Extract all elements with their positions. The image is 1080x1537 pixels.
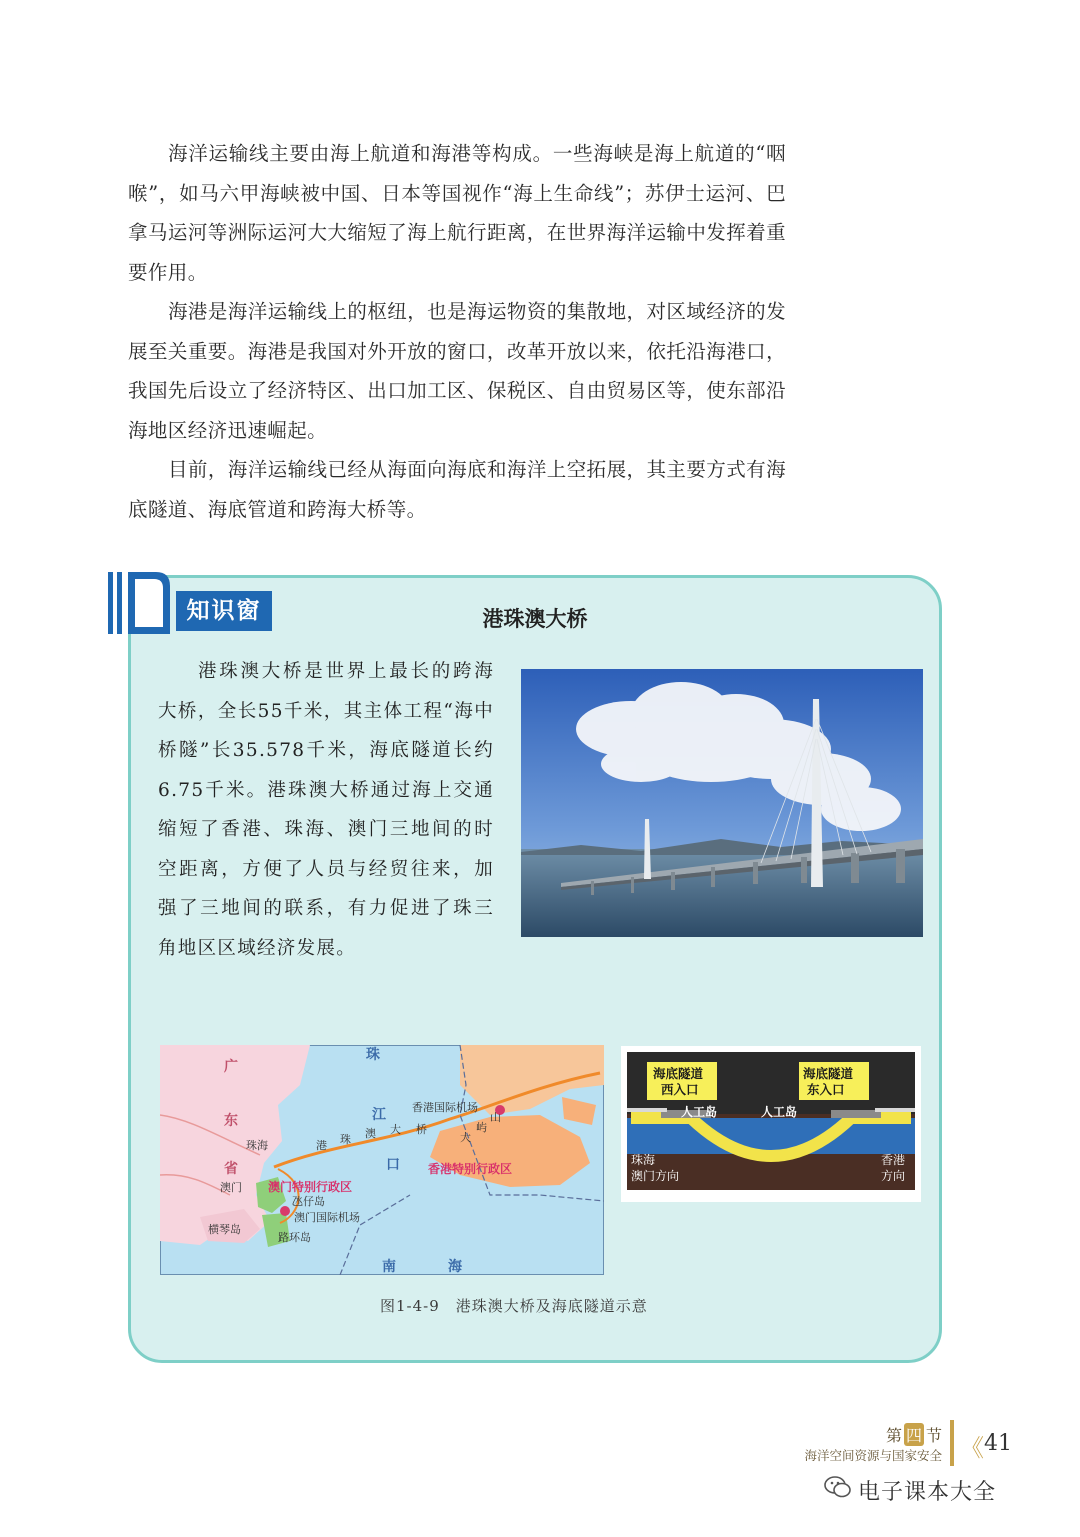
map-label-coloane: 路环岛 <box>278 1231 311 1244</box>
bridge-photo <box>521 669 923 937</box>
bridge-map <box>160 1045 604 1275</box>
map-label-bridge-1: 港 <box>316 1139 327 1152</box>
tunnel-diagram <box>621 1046 921 1202</box>
section-subtitle: 海洋空间资源与国家安全 <box>804 1448 942 1463</box>
chevron-left-icon: 《 <box>960 1434 984 1462</box>
paragraph-2: 海港是海洋运输线上的枢纽，也是海运物资的集散地，对区域经济的发展至关重要。海港是我国对外开放的窗口，改革开放以来，依托沿海港口，我国先后设立了经济特区、出口加工区、保税区、自由贸易区等，使东部沿海地区经济迅速崛起。 <box>128 300 786 442</box>
page-number: 41 <box>984 1431 1012 1456</box>
map-label-zhuhai: 珠海 <box>246 1139 268 1152</box>
wechat-icon <box>823 1472 853 1502</box>
map-label-hai: 海 <box>448 1259 462 1275</box>
tunnel-west-entry-2: 西入口 <box>661 1082 699 1097</box>
map-label-kou: 口 <box>386 1157 400 1173</box>
section-title <box>870 1423 942 1446</box>
tunnel-west-entry-1: 海底隧道 <box>653 1066 704 1081</box>
map-label-macau-airport: 澳门国际机场 <box>294 1211 360 1224</box>
tunnel-island-2: 人工岛 <box>761 1105 798 1119</box>
map-label-jiang: 江 <box>372 1107 386 1123</box>
knowledge-text: 港珠澳大桥是世界上最长的跨海大桥，全长55千米，其主体工程“海中桥隧”长35.578千米，海底隧道长约6.75千米。港珠澳大桥通过海上交通缩短了香港、珠海、澳门三地间的时空距离，方便了人员与经贸往来，加强了三地间的联系，有力促进了珠三角地区区域经济发展。 <box>158 661 494 959</box>
map-label-nan: 南 <box>382 1259 396 1275</box>
map-label-taipa: 氹仔岛 <box>292 1195 325 1208</box>
tunnel-left-dir-1: 珠海 <box>631 1153 656 1167</box>
tunnel-east-entry-2: 东入口 <box>807 1082 845 1097</box>
paragraph-1: 海洋运输线主要由海上航道和海港等构成。一些海峡是海上航道的“咽喉”，如马六甲海峡被中国、日本等国视作“海上生命线”；苏伊士运河、巴拿马运河等洲际运河大大缩短了海上航行距离，在世界海洋运输中发挥着重要作用。 <box>128 142 786 284</box>
map-label-dashan-1: 大 <box>460 1131 471 1144</box>
map-label-bridge-5: 桥 <box>416 1123 427 1136</box>
map-label-sheng: 省 <box>224 1161 238 1177</box>
tunnel-island-1: 人工岛 <box>681 1105 718 1119</box>
tunnel-east-entry-1: 海底隧道 <box>803 1066 854 1081</box>
paragraph-3: 目前，海洋运输线已经从海面向海底和海洋上空拓展，其主要方式有海底隧道、海底管道和跨海大桥等。 <box>128 458 786 521</box>
tunnel-right-dir-1: 香港 <box>881 1153 906 1167</box>
map-label-macau: 澳门 <box>220 1181 242 1194</box>
map-label-macau-sar: 澳门特别行政区 <box>268 1180 353 1194</box>
footer-divider <box>950 1420 954 1466</box>
section-number: 四 <box>904 1423 924 1446</box>
map-label-bridge-2: 珠 <box>340 1133 351 1146</box>
map-label-hk-airport: 香港国际机场 <box>412 1101 478 1114</box>
section-post: 节 <box>925 1426 942 1445</box>
map-label-zhu: 珠 <box>366 1047 380 1063</box>
map-label-bridge-3: 澳 <box>365 1127 376 1140</box>
map-label-bridge-4: 大 <box>390 1123 401 1136</box>
tunnel-left-dir-2: 澳门方向 <box>631 1169 680 1183</box>
watermark-text: 电子课本大全 <box>858 1480 997 1505</box>
map-label-hk-sar: 香港特别行政区 <box>428 1162 513 1176</box>
knowledge-tag: 知识窗 <box>176 591 272 631</box>
map-label-dong: 东 <box>224 1113 238 1129</box>
figure-caption: 图1-4-9 港珠澳大桥及海底隧道示意 <box>380 1297 648 1315</box>
section-pre: 第 <box>885 1426 902 1445</box>
knowledge-title: 港珠澳大桥 <box>482 607 588 631</box>
map-label-dashan-2: 屿 <box>476 1121 487 1134</box>
tunnel-right-dir-2: 方向 <box>881 1169 906 1183</box>
map-label-hengqin: 横琴岛 <box>208 1223 241 1236</box>
map-label-guang: 广 <box>224 1059 238 1075</box>
map-label-dashan-3: 山 <box>490 1111 501 1124</box>
knowledge-window-icon <box>108 570 178 636</box>
